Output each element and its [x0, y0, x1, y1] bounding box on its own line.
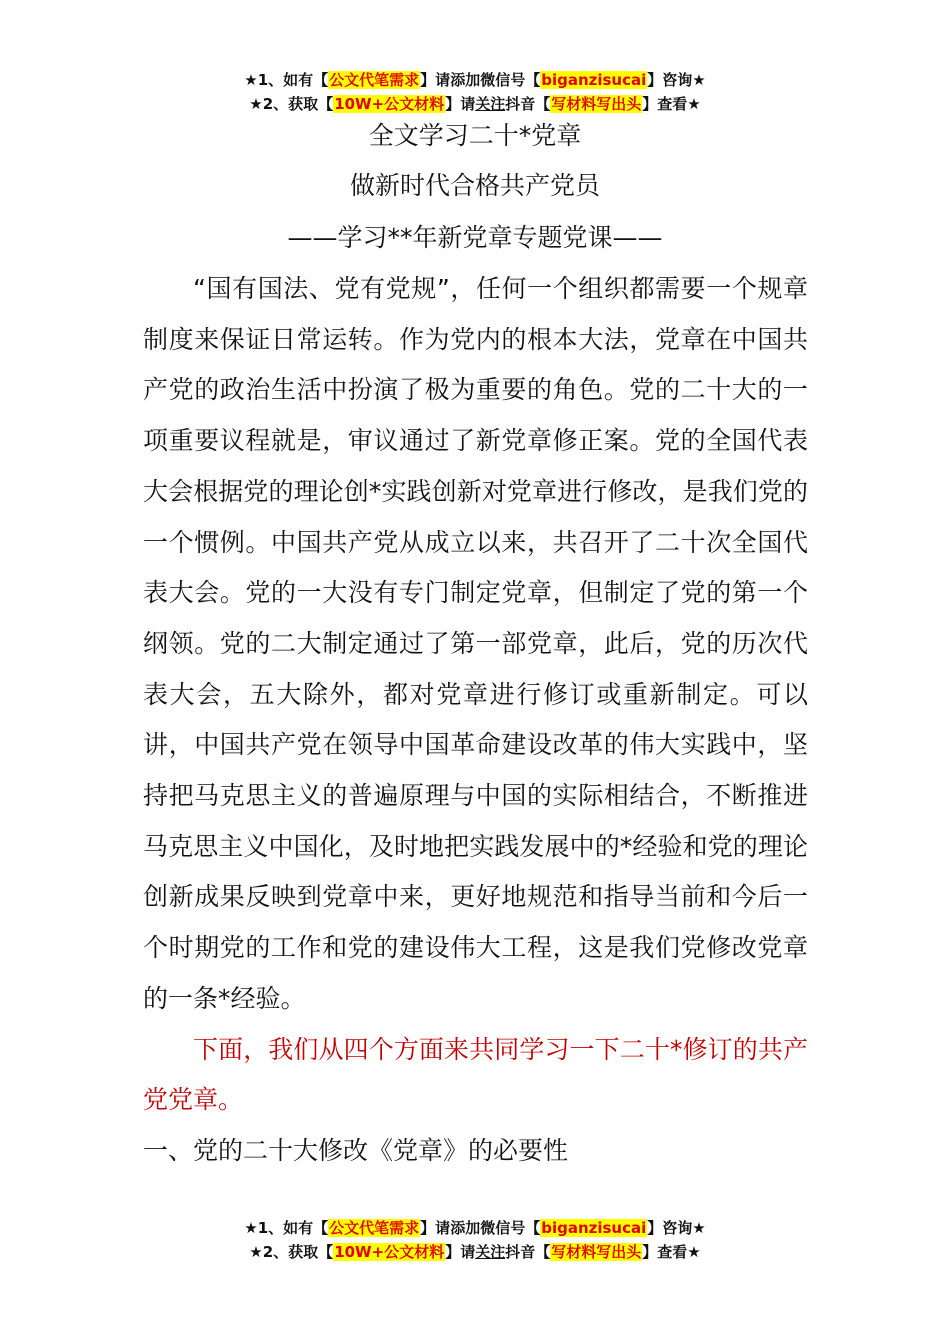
- document-title: 全文学习二十*党章: [368, 121, 582, 150]
- promo-line-1: ★1、如有【公文代笔需求】请添加微信号【biganzisucai】咨询★: [244, 1219, 706, 1237]
- promo-highlight-service: 公文代笔需求: [329, 1219, 420, 1237]
- promo-line-2: ★2、获取【10W+公文材料】请关注抖音【写材料写出头】查看★: [249, 95, 701, 113]
- promo-line-1: ★1、如有【公文代笔需求】请添加微信号【biganzisucai】咨询★: [244, 71, 706, 89]
- promo-highlight-wechat: biganzisucai: [541, 1219, 647, 1237]
- promo-highlight-wechat: biganzisucai: [541, 71, 647, 89]
- promo-highlight-materials: 10W+公文材料: [334, 95, 445, 113]
- promo-line-2: ★2、获取【10W+公文材料】请关注抖音【写材料写出头】查看★: [249, 1243, 701, 1261]
- promo-highlight-douyin: 写材料写出头: [551, 1243, 642, 1261]
- paragraph-intro: “国有国法、党有党规”，任何一个组织都需要一个规章制度来保证日常运转。作为党内的根本大法，党章在中国共产党的政治生活中扮演了极为重要的角色。党的二十大的一项重要议程就是，审议通过了新党章修正案。党的全国代表大会根据党的理论创*实践创新对党章进行修改，是我们党的一个惯例。中国共产党从成立以来，共召开了二十次全国代表大会。党的一大没有专门制定党章，但制定了党的第一个纲领。党的二大制定通过了第一部党章，此后，党的历次代表大会，五大除外，都对党章进行修订或重新制定。可以讲，中国共产党在领导中国革命建设改革的伟大实践中，坚持把马克思主义的普遍原理与中国的实际相结合，不断推进马克思主义中国化，及时地把实践发展中的*经验和党的理论创新成果反映到党章中来，更好地规范和指导当前和今后一个时期党的工作和党的建设伟大工程，这是我们党修改党章的一条*经验。: [143, 274, 808, 1013]
- paragraph-outline: 下面，我们从四个方面来共同学习一下二十*修订的共产党党章。: [143, 1034, 808, 1115]
- promo-highlight-douyin: 写材料写出头: [551, 95, 642, 113]
- document-body: [143, 264, 808, 1177]
- header-promo-banner: [0, 68, 950, 116]
- promo-highlight-materials: 10W+公文材料: [334, 1243, 445, 1261]
- document-subtitle: 做新时代合格共产党员: [349, 171, 600, 200]
- document-series-title: ——学习**年新党章专题党课——: [287, 223, 663, 252]
- footer-promo-banner: [0, 1216, 950, 1264]
- section-heading-1: 一、党的二十大修改《党章》的必要性: [143, 1135, 569, 1165]
- promo-highlight-service: 公文代笔需求: [329, 71, 420, 89]
